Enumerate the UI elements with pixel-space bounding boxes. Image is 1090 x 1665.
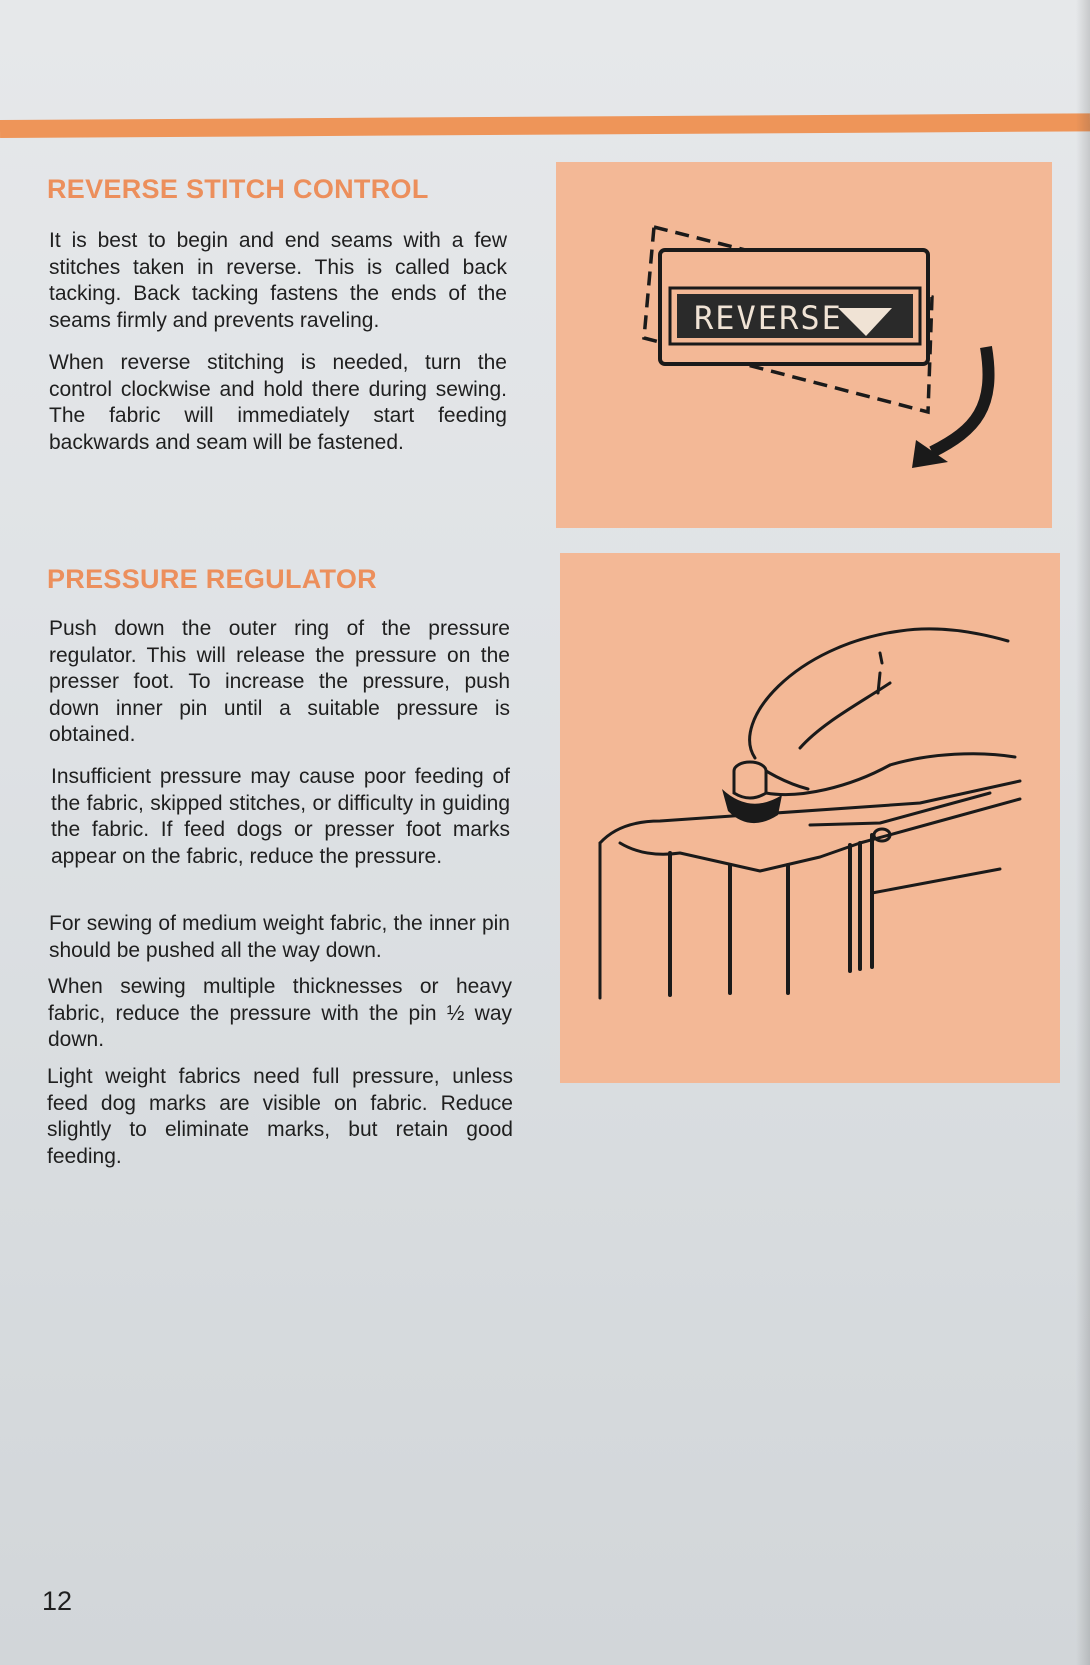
pressure-paragraph-5: Light weight fabrics need full pressure, unless feed dog marks are visible on fabric. Reduce slightly to eliminate marks, but retain good feeding. [47,1065,513,1168]
clockwise-arrow-curve [932,347,989,452]
pressure-regulator-illustration [560,553,1060,1083]
pressure-paragraph-4: When sewing multiple thicknesses or heavy fabric, reduce the pressure with the pin ½ way down. [48,975,512,1051]
page-number: 12 [42,1586,73,1616]
wrist-outline [890,754,1015,765]
regulator-pin-body [734,771,766,798]
hand-thumb-crease [800,683,890,748]
side-edge-line [872,869,1000,893]
reverse-stitch-heading: REVERSE STITCH CONTROL [47,174,429,204]
reverse-paragraph-2: When reverse stitching is needed, turn the control clockwise and hold there during sewing. The fabric will immediately start feeding backwards and seam will be fastened. [49,351,507,454]
machine-top-edge [600,781,1020,843]
reverse-control-drawing [556,162,1052,528]
reverse-control-illustration [556,162,1052,528]
pressure-paragraph-3: For sewing of medium weight fabric, the inner pin should be pushed all the way down. [49,912,510,962]
reverse-label: REVERSE [694,299,843,337]
pressure-paragraph-1: Push down the outer ring of the pressure regulator. This will release the pressure on the presser foot. To increase the pressure, push down inner pin until a suitable pressure is obtained. [49,617,510,746]
top-orange-rule [0,113,1090,138]
pressure-regulator-heading: PRESSURE REGULATOR [47,564,377,594]
pressure-paragraph-2: Insufficient pressure may cause poor feeding of the fabric, skipped stitches, or difficulty in guiding the fabric. If feed dogs or presser foot marks appear on the fabric, reduce the pressure. [51,765,510,868]
pressure-regulator-drawing [560,553,1060,1083]
reverse-paragraph-1: It is best to begin and end seams with a few stitches taken in reverse. This is called back tacking. Back tacking fastens the ends of the seams firmly and prevents raveling. [49,229,507,332]
side-post [850,835,872,971]
